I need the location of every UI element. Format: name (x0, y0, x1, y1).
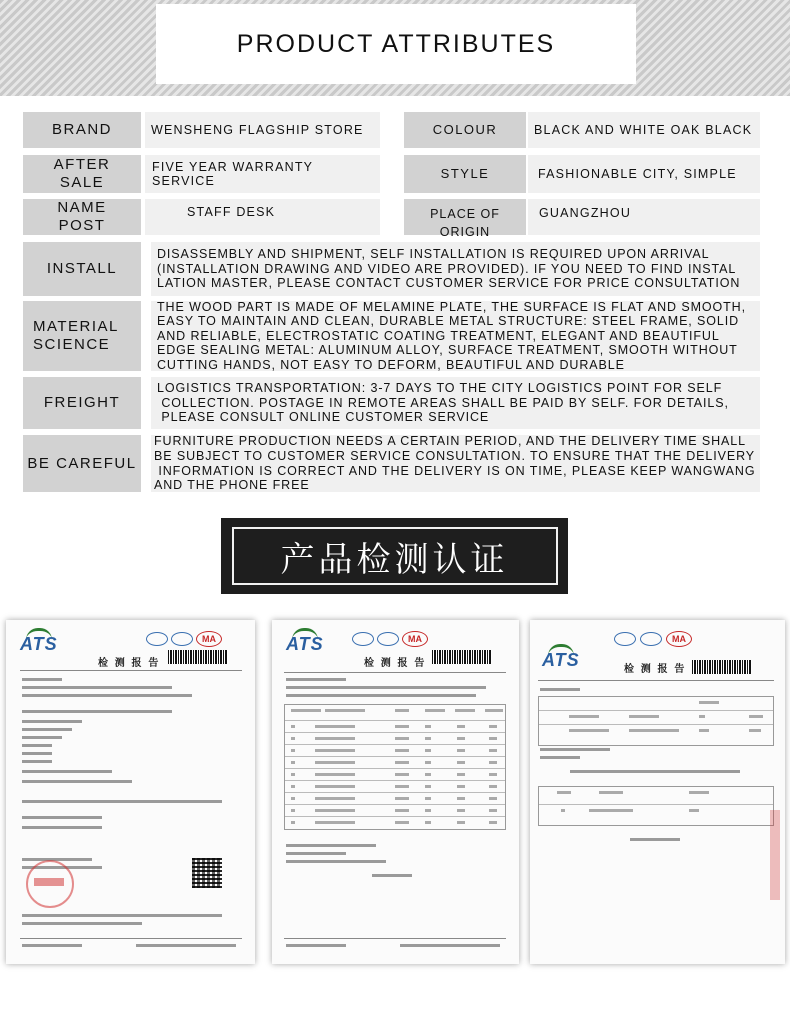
text-line (286, 860, 386, 863)
test-report-image-1 (6, 620, 255, 964)
text-line (630, 838, 680, 841)
text-line (22, 752, 52, 755)
freight-label: FREIGHT (23, 377, 141, 429)
freight-line-2: COLLECTION. POSTAGE IN REMOTE AREAS SHALL BE PAID BY SELF. FOR DETAILS, (157, 395, 729, 410)
header-title-box (156, 4, 636, 84)
barcode-icon (692, 660, 752, 674)
text-line (286, 678, 346, 681)
text-line (540, 748, 610, 751)
cnas-badge-icon (640, 632, 662, 646)
after-sale-label-line1: AFTER (53, 156, 111, 173)
careful-label: BE CAREFUL (23, 435, 141, 492)
freight-value (151, 377, 760, 429)
text-line (22, 710, 172, 713)
page-title: PRODUCT ATTRIBUTES (236, 29, 556, 58)
qr-code-icon (192, 858, 222, 888)
divider (20, 670, 242, 671)
ats-logo: ATS (20, 634, 58, 654)
after-sale-label (23, 155, 141, 193)
origin-label: PLACE OF ORIGIN (404, 199, 526, 235)
text-line (136, 944, 236, 947)
material-line-2: EASY TO MAINTAIN AND CLEAN, DURABLE METAL STRUCTURE: STEEL FRAME, SOLID (157, 314, 740, 329)
text-line (286, 852, 346, 855)
text-line (22, 744, 52, 747)
brand-label-text: BRAND (51, 121, 112, 138)
material-value (151, 301, 760, 371)
text-line (22, 800, 222, 803)
material-line-3: AND RELIABLE, ELECTROSTATIC COATING TREATMENT, ELEGANT AND BEAUTIFUL (157, 328, 720, 343)
report-title: 检 测 报 告 (364, 658, 427, 669)
style-value: FASHIONABLE CITY, SIMPLE (528, 155, 760, 193)
text-line (286, 944, 346, 947)
test-report-image-2 (272, 620, 519, 964)
divider (284, 672, 506, 673)
after-sale-value: FIVE YEAR WARRANTY SERVICE (145, 155, 380, 193)
text-line (22, 780, 132, 783)
text-line (540, 756, 580, 759)
text-line (286, 686, 486, 689)
install-line-1: DISASSEMBLY AND SHIPMENT, SELF INSTALLATION IS REQUIRED UPON ARRIVAL (157, 247, 710, 262)
install-value (151, 242, 760, 296)
text-line (22, 760, 52, 763)
name-post-label-line2: POST (58, 217, 106, 234)
material-line-5: CUTTING HANDS, NOT EASY TO DEFORM, BEAUTIFUL AND DURABLE (157, 357, 625, 372)
style-label: STYLE (404, 155, 526, 193)
text-line (372, 874, 412, 877)
text-line (22, 678, 62, 681)
colour-label: COLOUR (404, 112, 526, 148)
after-sale-label-line2: SALE (59, 174, 105, 191)
ma-seal: MA (402, 631, 428, 647)
results-table (538, 696, 774, 746)
divider (538, 680, 774, 681)
ats-logo: ATS (286, 634, 324, 654)
text-line (22, 736, 62, 739)
text-line (286, 844, 376, 847)
cnas-badge-icon (377, 632, 399, 646)
text-line (22, 770, 112, 773)
origin-value: GUANGZHOU (528, 199, 760, 235)
careful-line-4: AND THE PHONE FREE (154, 478, 310, 493)
careful-line-3: INFORMATION IS CORRECT AND THE DELIVERY IS ON TIME, PLEASE KEEP WANGWANG (154, 463, 756, 478)
test-report-image-3 (530, 620, 785, 964)
certification-banner (221, 518, 568, 594)
name-post-label (23, 199, 141, 235)
text-line (286, 694, 476, 697)
stamp-ink (34, 878, 64, 886)
brand-value: WENSHENG FLAGSHIP STORE (145, 112, 380, 148)
material-line-1: THE WOOD PART IS MADE OF MELAMINE PLATE, THE SURFACE IS FLAT AND SMOOTH, (157, 299, 746, 314)
text-line (22, 728, 72, 731)
report-title: 检 测 报 告 (98, 658, 161, 669)
text-line (22, 944, 82, 947)
text-line (540, 688, 580, 691)
install-line-2: (INSTALLATION DRAWING AND VIDEO ARE PROVIDED). IF YOU NEED TO FIND INSTAL (157, 261, 737, 276)
install-label: INSTALL (23, 242, 141, 296)
text-line (22, 686, 172, 689)
ilac-badge-icon (614, 632, 636, 646)
text-line (22, 720, 82, 723)
name-post-label-line1: NAME (57, 199, 107, 216)
freight-line-3: PLEASE CONSULT ONLINE CUSTOMER SERVICE (157, 410, 490, 425)
material-label-line1: MATERIAL (33, 318, 119, 335)
certification-title: 产品检测认证 (280, 539, 509, 580)
name-post-value: STAFF DESK (145, 199, 380, 235)
careful-value (151, 435, 760, 492)
certification-frame (232, 527, 558, 585)
ma-seal: MA (196, 631, 222, 647)
ilac-badge-icon (352, 632, 374, 646)
barcode-icon (168, 650, 228, 664)
divider (20, 938, 242, 939)
ats-logo: ATS (542, 650, 580, 670)
freight-line-1: LOGISTICS TRANSPORTATION: 3-7 DAYS TO THE CITY LOGISTICS POINT FOR SELF (157, 381, 723, 396)
standard-table (538, 786, 774, 826)
text-line (22, 922, 142, 925)
header-banner (0, 0, 790, 96)
text-line (22, 694, 192, 697)
divider (284, 938, 506, 939)
text-line (22, 816, 102, 819)
install-line-3: LATION MASTER, PLEASE CONTACT CUSTOMER SERVICE FOR PRICE CONSULTATION (157, 276, 741, 291)
cnas-badge-icon (171, 632, 193, 646)
report-title: 检 测 报 告 (624, 664, 687, 675)
material-label (23, 301, 141, 371)
material-label-line2: SCIENCE (33, 336, 111, 353)
material-line-4: EDGE SEALING METAL: ALUMINUM ALLOY, SURFACE TREATMENT, SMOOTH WITHOUT (157, 343, 738, 358)
brand-label (23, 112, 141, 148)
ma-seal: MA (666, 631, 692, 647)
stamp-ink (770, 810, 780, 900)
text-line (22, 826, 102, 829)
text-line (22, 914, 222, 917)
results-table (284, 704, 506, 830)
colour-value: BLACK AND WHITE OAK BLACK (528, 112, 760, 148)
careful-line-2: BE SUBJECT TO CUSTOMER SERVICE CONSULTATION. TO ENSURE THAT THE DELIVERY (154, 448, 756, 463)
text-line (570, 770, 740, 773)
barcode-icon (432, 650, 492, 664)
ilac-badge-icon (146, 632, 168, 646)
text-line (400, 944, 500, 947)
careful-line-1: FURNITURE PRODUCTION NEEDS A CERTAIN PERIOD, AND THE DELIVERY TIME SHALL (154, 434, 746, 449)
